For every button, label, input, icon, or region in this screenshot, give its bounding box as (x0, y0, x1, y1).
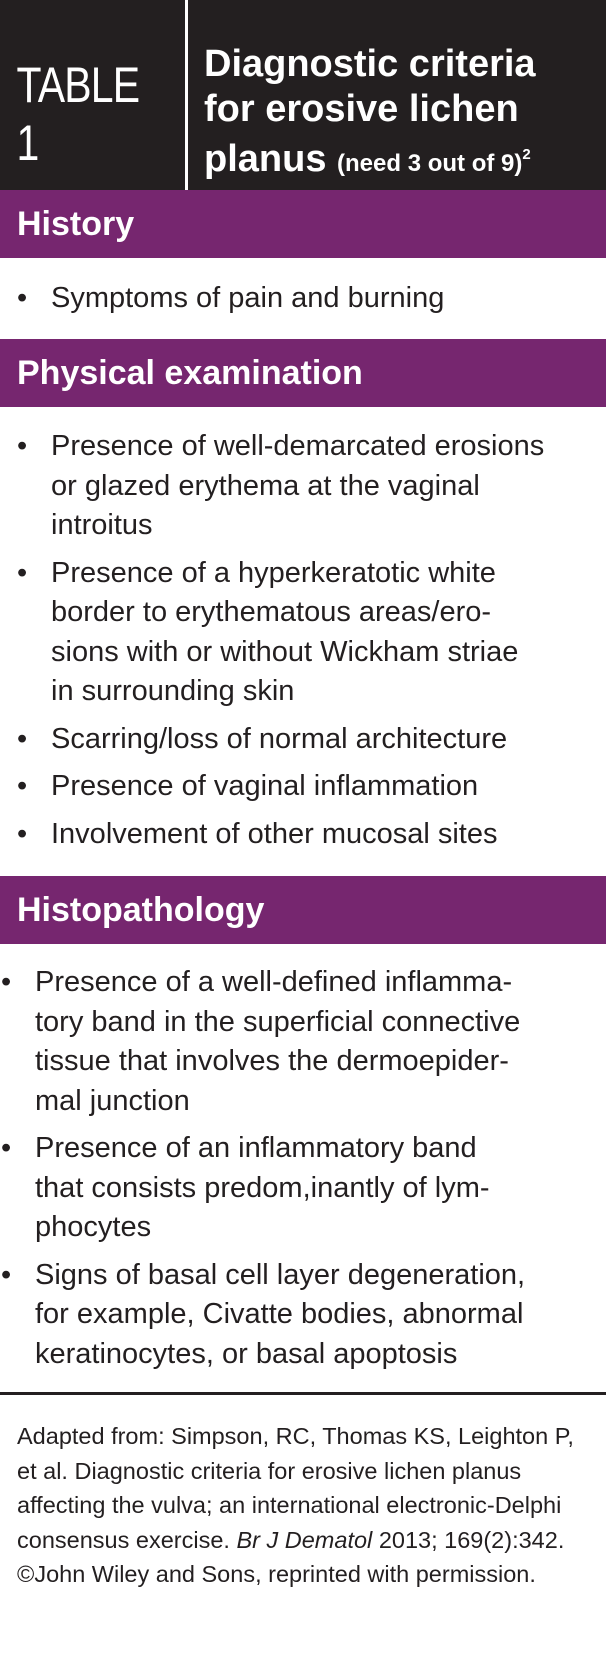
list-item: • Presence of well-demarcated erosions or glazed erythema at the vaginal introitus (17, 427, 606, 546)
title-note: (need 3 out of 9) (337, 150, 523, 177)
list-item: • Presence of a well-defined inflamma- tory band in the superficial connective tissue that involves the dermoepider- mal junction (1, 963, 601, 1121)
list-item: • Presence of a hyperkeratotic white border to erythematous areas/ero- sions with or without Wickham striae in surrounding skin (17, 554, 606, 712)
table-title (204, 42, 604, 186)
header-divider (185, 0, 188, 190)
title-line-1: Diagnostic criteria (204, 43, 536, 85)
title-reference: 2 (522, 146, 531, 163)
table-number-label: TABLE 1 (16, 57, 140, 171)
list-item: • Presence of vaginal inflammation (17, 767, 606, 807)
footer-rule (0, 1392, 606, 1395)
source-footnote (17, 1419, 597, 1592)
list-item: • Involvement of other mucosal sites (17, 815, 606, 855)
list-item: • Scarring/loss of normal architecture (17, 720, 606, 760)
title-line-3-text: planus (204, 138, 327, 180)
section-header-physical-examination: Physical examination (0, 339, 606, 407)
history-list (17, 279, 602, 327)
title-line-3 (204, 132, 604, 186)
section-header-history: History (0, 190, 606, 258)
list-item: • Symptoms of pain and burning (17, 279, 602, 319)
footnote-text-before: Adapted from: Simpson, RC, Thomas KS, Leighton P, et al. Diagnostic criteria for erosive lichen planus affecting the vulva; an international electronic-Delphi consensus exercise. (17, 1423, 574, 1553)
physical-examination-list (17, 427, 606, 862)
title-line-2: for erosive lichen (204, 88, 519, 130)
table-header (0, 0, 606, 190)
footnote-text-after: 2013; 169(2):342. ©John Wiley and Sons, reprinted with permission. (17, 1526, 565, 1587)
histopathology-list (1, 963, 601, 1382)
footnote-journal: Br J Dematol (236, 1526, 373, 1553)
list-item: • Presence of an inflammatory band that consists predom,inantly of lym- phocytes (1, 1129, 601, 1248)
section-header-histopathology: Histopathology (0, 876, 606, 944)
list-item: • Signs of basal cell layer degeneration, for example, Civatte bodies, abnormal keratinocytes, or basal apoptosis (1, 1256, 601, 1375)
